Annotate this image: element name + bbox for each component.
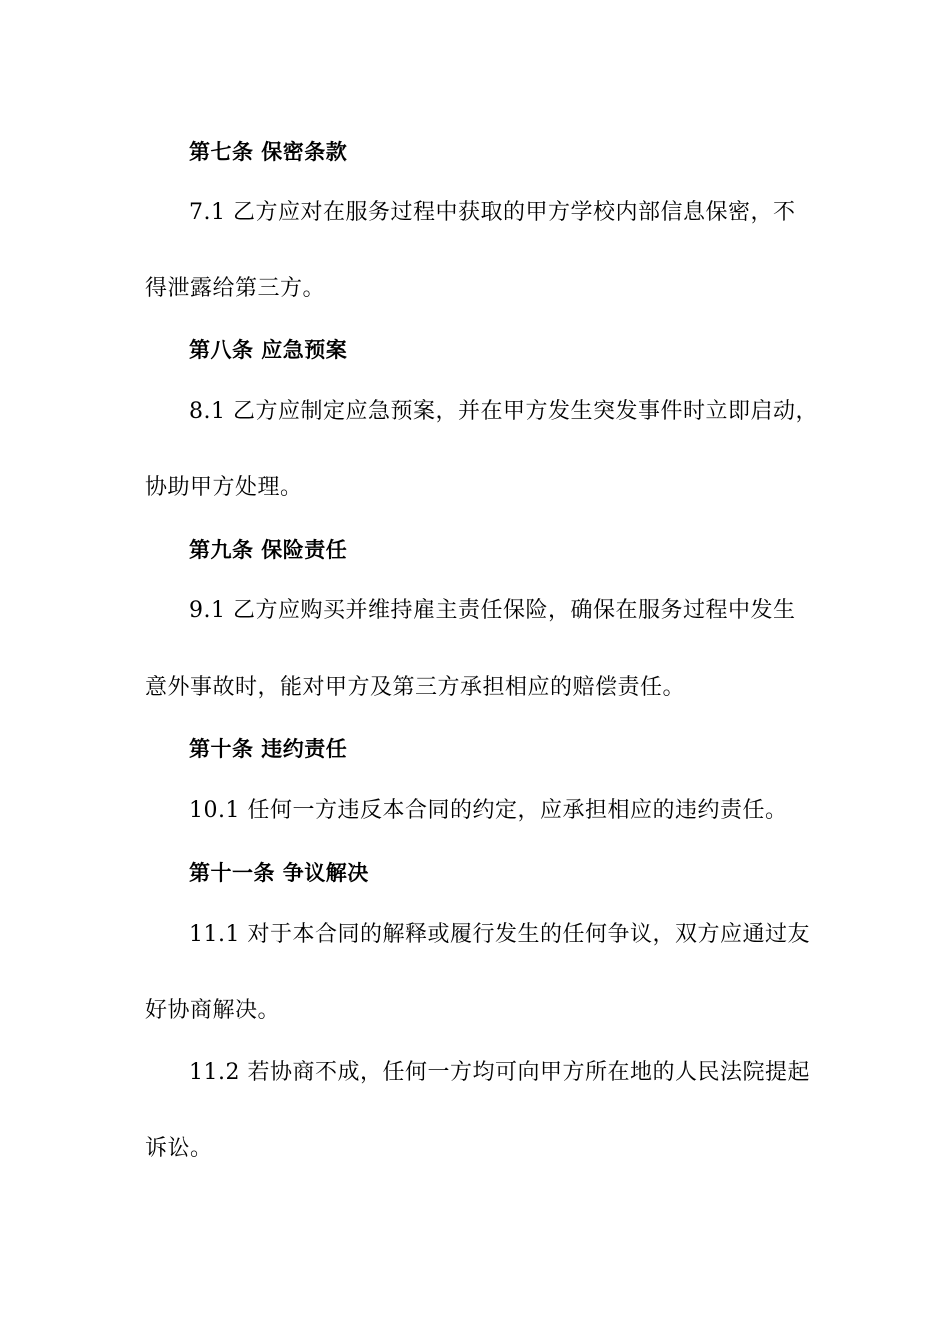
- section-heading-emergency-plan: 第八条 应急预案: [189, 338, 348, 362]
- section-heading-dispute-resolution: 第十一条 争议解决: [189, 861, 369, 885]
- clause-9-1-line-2: 意外事故时，能对甲方及第三方承担相应的赔偿责任。: [145, 675, 686, 700]
- section-heading-confidentiality: 第七条 保密条款: [189, 140, 348, 164]
- clause-9-1-line-1: 9.1 乙方应购买并维持雇主责任保险，确保在服务过程中发生: [189, 598, 796, 623]
- clause-7-1-line-2: 得泄露给第三方。: [145, 276, 326, 301]
- clause-11-2-line-2: 诉讼。: [145, 1136, 213, 1161]
- section-heading-breach-liability: 第十条 违约责任: [189, 737, 348, 761]
- section-heading-insurance: 第九条 保险责任: [189, 538, 348, 562]
- clause-11-1-line-2: 好协商解决。: [145, 998, 281, 1023]
- clause-8-1-line-1: 8.1 乙方应制定应急预案，并在甲方发生突发事件时立即启动，: [189, 399, 818, 424]
- clause-8-1-line-2: 协助甲方处理。: [145, 475, 303, 500]
- clause-10-1: 10.1 任何一方违反本合同的约定，应承担相应的违约责任。: [189, 798, 788, 823]
- clause-7-1-line-1: 7.1 乙方应对在服务过程中获取的甲方学校内部信息保密，不: [189, 200, 796, 225]
- clause-11-1-line-1: 11.1 对于本合同的解释或履行发生的任何争议，双方应通过友: [189, 922, 810, 947]
- clause-11-2-line-1: 11.2 若协商不成，任何一方均可向甲方所在地的人民法院提起: [189, 1060, 810, 1085]
